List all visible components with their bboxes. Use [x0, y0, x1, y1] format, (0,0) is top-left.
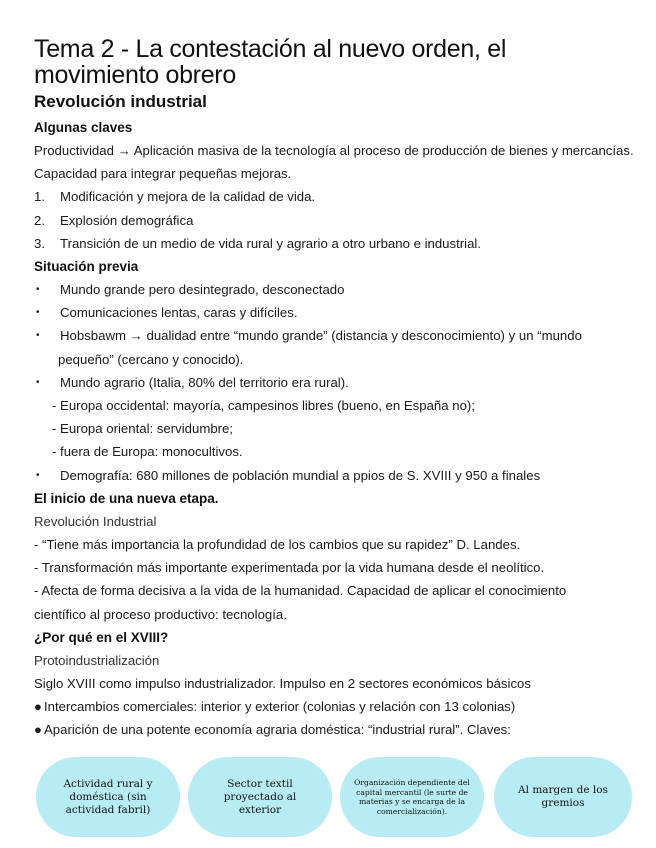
etapa-line: - “Tiene más importancia la profundidad de los cambios que su rapidez” D. Landes. — [34, 537, 521, 553]
sub-item: - Europa occidental: mayoría, campesinos libres (bueno, en España no); — [52, 398, 475, 414]
dot-item: ● Aparición de una potente economía agraria doméstica: “industrial rural”. Claves: — [34, 718, 634, 741]
etapa-line: científico al proceso productivo: tecnología. — [34, 606, 287, 622]
xviii-heading: ¿Por qué en el XVIII? — [34, 629, 169, 645]
etapa-subheading: Revolución Industrial — [34, 513, 157, 529]
list-item: • Mundo grande pero desintegrado, desconectado — [34, 278, 634, 301]
claves-intro: Productividad → Aplicación masiva de la tecnología al proceso de producción de bienes y mercancías. Capacidad para integrar pequeñas mejoras. — [34, 143, 634, 182]
etapa-line: - Afecta de forma decisiva a la vida de la humanidad. Capacidad de aplicar el conocimiento — [34, 583, 567, 599]
dot-item: ● Intercambios comerciales: interior y exterior (colonias y relación con 13 colonias) — [34, 695, 634, 718]
etapa-heading: El inicio de una nueva etapa. — [34, 490, 219, 506]
list-item: • Mundo agrario (Italia, 80% del territorio era rural). — [34, 371, 634, 394]
xviii-subheading: Protoindustrialización — [34, 652, 160, 668]
previa-heading: Situación previa — [34, 259, 139, 275]
document-page — [34, 36, 634, 742]
section-heading: Revolución industrial — [34, 92, 207, 111]
bullet-icon: • — [36, 330, 40, 342]
sub-item: - Europa oriental: servidumbre; — [52, 421, 234, 437]
bubble-organizacion: Organización dependiente del capital mercantil (le surte de materias y se encarga de la comercialización). — [340, 757, 484, 837]
list-item: 2. Explosión demográfica — [34, 212, 194, 228]
claves-heading: Algunas claves — [34, 120, 133, 135]
bullet-icon: • — [36, 307, 40, 319]
claves-list — [34, 185, 634, 255]
previa-list — [34, 278, 634, 487]
list-item: 1. Modificación y mejora de la calidad de vida. — [34, 189, 316, 205]
list-item: 3. Transición de un medio de vida rural y agrario a otro urbano e industrial. — [34, 235, 482, 251]
bullet-icon: • — [36, 376, 40, 388]
bubble-gremios: Al margen de los gremios — [494, 757, 632, 837]
dot-icon: ● — [34, 699, 42, 715]
page-title: Tema 2 - La contestación al nuevo orden, el movimiento obrero — [34, 35, 507, 89]
list-item: • Comunicaciones lentas, caras y difíciles. — [34, 301, 634, 324]
xviii-line: Siglo XVIII como impulso industrializador. Impulso en 2 sectores económicos básicos — [34, 676, 531, 692]
list-item: • Demografía: 680 millones de población mundial a ppios de S. XVIII y 950 a finales — [34, 464, 634, 487]
sub-item: - fuera de Europa: monocultivos. — [52, 444, 243, 460]
dot-icon: ● — [34, 722, 42, 738]
bullet-icon: • — [36, 469, 40, 481]
list-item: • Hobsbawm → dualidad entre “mundo grande” (distancia y desconocimiento) y un “mundo — [34, 324, 634, 347]
bubble-actividad-rural: Actividad rural y doméstica (sin actividad fabril) — [36, 757, 180, 837]
etapa-line: - Transformación más importante experimentada por la vida humana desde el neolítico. — [34, 560, 545, 576]
bullet-icon: • — [36, 284, 40, 296]
list-item-continuation: pequeño” (cercano y conocido). — [58, 351, 244, 367]
bubble-sector-textil: Sector textil proyectado al exterior — [188, 757, 332, 837]
claves-diagram — [36, 757, 632, 837]
